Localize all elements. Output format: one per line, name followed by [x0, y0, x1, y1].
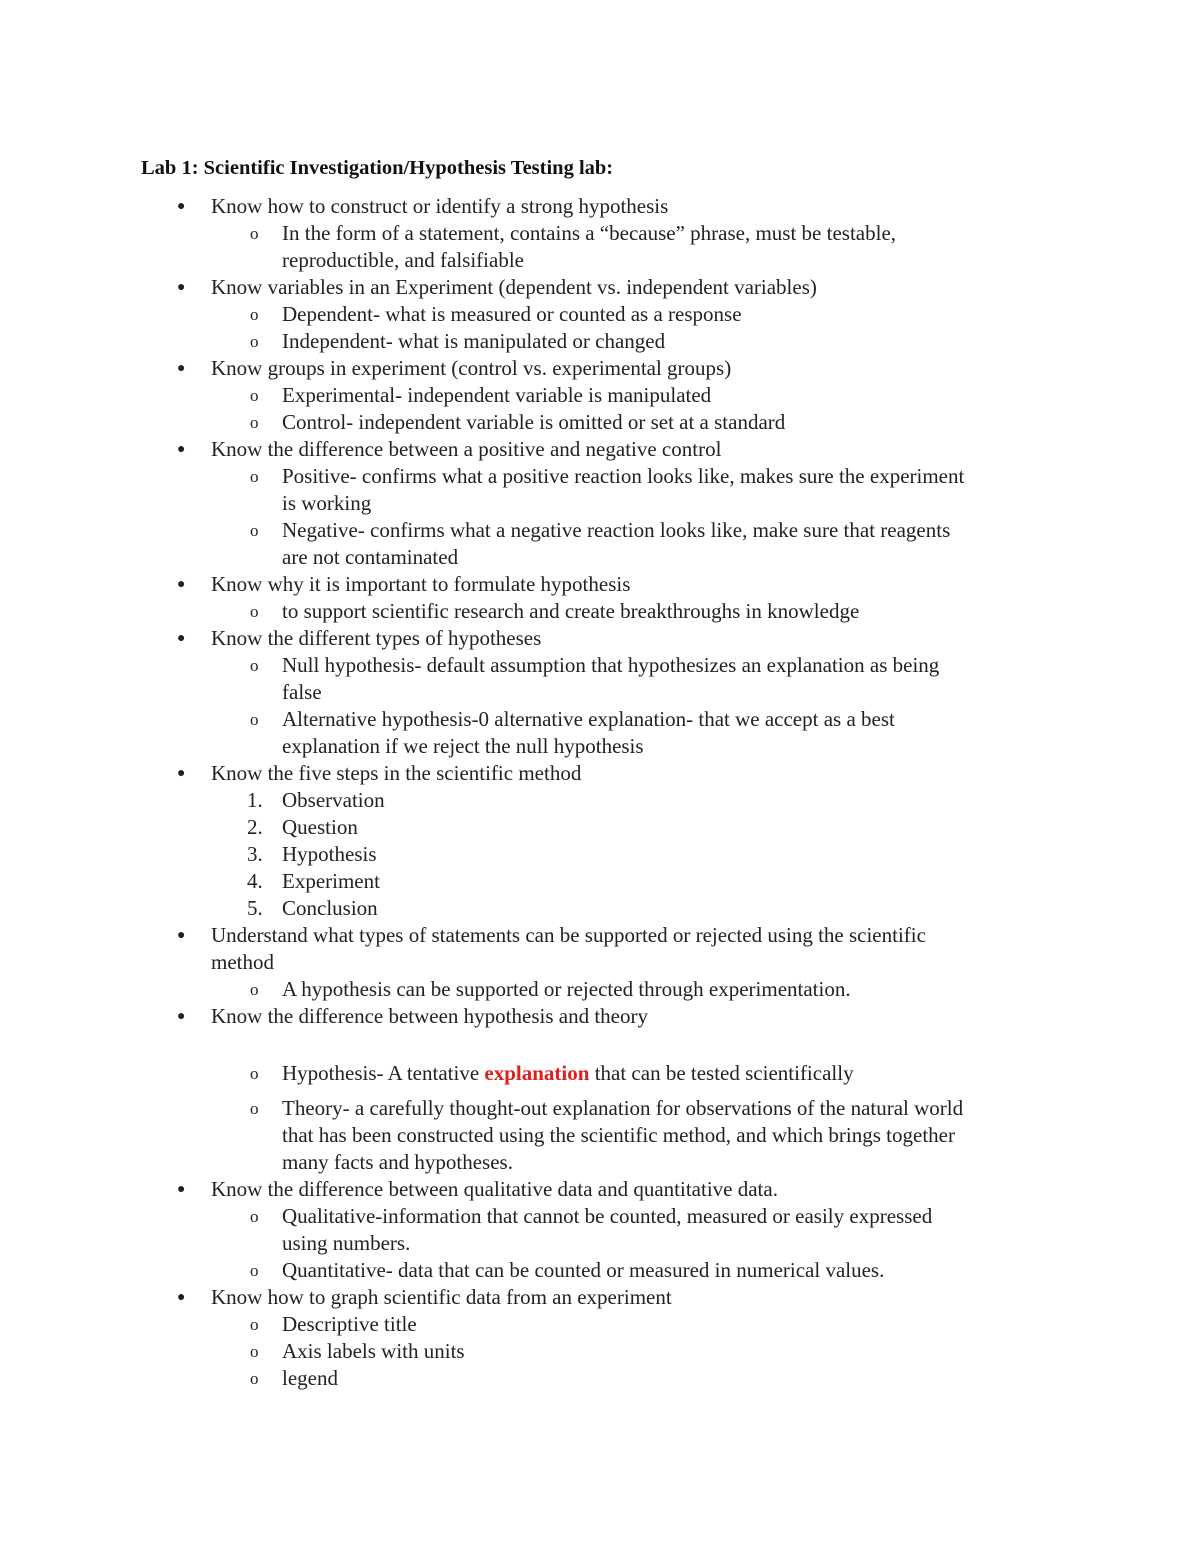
sub-list-item [0, 517, 1200, 571]
sub-bullet-icon: o [250, 332, 259, 351]
sub-item-text: Quantitative- data that can be counted or measured in numerical values. [282, 1258, 885, 1282]
sub-item-text: Null hypothesis- default assumption that hypothesizes an explanation as being [282, 653, 940, 677]
list-item [0, 571, 1200, 598]
list-item [0, 760, 1200, 787]
sub-item-text-continued: is working [282, 491, 372, 515]
bullet-icon: ● [177, 1290, 186, 1305]
sub-bullet-icon: o [250, 521, 259, 540]
bullet-icon: ● [177, 1009, 186, 1024]
step-number: 5. [247, 896, 263, 920]
step-number: 3. [247, 842, 263, 866]
spacer [0, 1087, 1200, 1095]
sub-bullet-icon: o [250, 224, 259, 243]
step-text: Experiment [282, 869, 380, 893]
bullet-icon: ● [177, 199, 186, 214]
sub-bullet-icon: o [250, 656, 259, 675]
sub-item-text-continued: explanation if we reject the null hypothesis [282, 734, 644, 758]
list-item-text: Understand what types of statements can be supported or rejected using the scientific [211, 923, 926, 947]
list-item-text: Know groups in experiment (control vs. experimental groups) [211, 356, 732, 380]
step-text: Hypothesis [282, 842, 377, 866]
step-number: 1. [247, 788, 263, 812]
sub-list-item [0, 1257, 1200, 1284]
bullet-icon: ● [177, 577, 186, 592]
sub-item-text: Descriptive title [282, 1312, 417, 1336]
list-item-text: Know why it is important to formulate hypothesis [211, 572, 631, 596]
bullet-icon: ● [177, 280, 186, 295]
list-item-text: Know the difference between qualitative data and quantitative data. [211, 1177, 778, 1201]
sub-item-text-continued: reproductible, and falsifiable [282, 248, 524, 272]
sub-list-item [0, 1060, 1200, 1087]
sub-item-text: to support scientific research and create breakthroughs in knowledge [282, 599, 860, 623]
sub-bullet-icon: o [250, 386, 259, 405]
sub-list-item [0, 652, 1200, 706]
sub-item-text [282, 1060, 1200, 1087]
list-item [0, 1176, 1200, 1203]
numbered-step [0, 841, 1200, 868]
sub-item-text: Theory- a carefully thought-out explanation for observations of the natural world [282, 1096, 964, 1120]
bullet-icon: ● [177, 928, 186, 943]
list-item [0, 1284, 1200, 1311]
sub-item-text: Dependent- what is measured or counted as a response [282, 302, 742, 326]
numbered-step [0, 787, 1200, 814]
sub-item-text: Independent- what is manipulated or changed [282, 329, 666, 353]
sub-list-item [0, 976, 1200, 1003]
sub-list-item [0, 1338, 1200, 1365]
list-item-text: Know variables in an Experiment (dependent vs. independent variables) [211, 275, 817, 299]
step-text: Conclusion [282, 896, 378, 920]
sub-bullet-icon: o [250, 1369, 259, 1388]
list-item [0, 274, 1200, 301]
sub-item-text-continued: false [282, 680, 322, 704]
page-title: Lab 1: Scientific Investigation/Hypothesis Testing lab: [141, 157, 614, 179]
sub-list-item [0, 382, 1200, 409]
list-item-text: Know the difference between hypothesis and theory [211, 1004, 648, 1028]
sub-list-item [0, 328, 1200, 355]
sub-item-text: Qualitative-information that cannot be counted, measured or easily expressed [282, 1204, 933, 1228]
sub-list-item [0, 1095, 1200, 1176]
sub-list-item [0, 1365, 1200, 1392]
sub-item-text-continued: are not contaminated [282, 545, 459, 569]
list-item-text: Know the five steps in the scientific method [211, 761, 582, 785]
sub-item-text: Positive- confirms what a positive reaction looks like, makes sure the experiment [282, 464, 965, 488]
list-item [0, 436, 1200, 463]
sub-bullet-icon: o [250, 602, 259, 621]
sub-list-item [0, 220, 1200, 274]
sub-item-text-continued: using numbers. [282, 1231, 411, 1255]
bullet-icon: ● [177, 766, 186, 781]
sub-list-item [0, 1311, 1200, 1338]
bullet-icon: ● [177, 1182, 186, 1197]
list-item [0, 193, 1200, 220]
sub-item-text: legend [282, 1366, 338, 1390]
hypothesis-text-start: Hypothesis- A tentative [282, 1061, 485, 1085]
sub-bullet-icon: o [250, 1099, 259, 1118]
bullet-icon: ● [177, 631, 186, 646]
blank-line [0, 1030, 1200, 1060]
sub-list-item [0, 598, 1200, 625]
sub-item-text: Experimental- independent variable is manipulated [282, 383, 712, 407]
step-number: 4. [247, 869, 263, 893]
step-text: Observation [282, 788, 385, 812]
sub-item-text: In the form of a statement, contains a “because” phrase, must be testable, [282, 221, 897, 245]
step-text: Question [282, 815, 358, 839]
highlighted-word: explanation [484, 1061, 590, 1085]
list-item-text: Know how to graph scientific data from an experiment [211, 1285, 672, 1309]
numbered-step [0, 868, 1200, 895]
sub-bullet-icon: o [250, 980, 259, 999]
sub-list-item [0, 1203, 1200, 1257]
list-item-text: Know how to construct or identify a strong hypothesis [211, 194, 669, 218]
list-item [0, 922, 1200, 976]
sub-list-item [0, 301, 1200, 328]
sub-bullet-icon: o [250, 305, 259, 324]
notes-list [0, 193, 1200, 1392]
sub-bullet-icon: o [250, 1207, 259, 1226]
list-item-text: Know the different types of hypotheses [211, 626, 542, 650]
sub-list-item [0, 463, 1200, 517]
sub-bullet-icon: o [250, 413, 259, 432]
sub-item-text-continued: that has been constructed using the scientific method, and which brings together [282, 1123, 955, 1147]
numbered-step [0, 895, 1200, 922]
sub-bullet-icon: o [250, 1064, 259, 1083]
sub-item-text: Alternative hypothesis-0 alternative explanation- that we accept as a best [282, 707, 895, 731]
sub-bullet-icon: o [250, 710, 259, 729]
list-item-text: Know the difference between a positive and negative control [211, 437, 722, 461]
sub-item-text: Axis labels with units [282, 1339, 465, 1363]
sub-bullet-icon: o [250, 1342, 259, 1361]
hypothesis-text-end: that can be tested scientifically [589, 1061, 854, 1085]
list-item [0, 355, 1200, 382]
bullet-icon: ● [177, 442, 186, 457]
sub-item-text: Negative- confirms what a negative reaction looks like, make sure that reagents [282, 518, 951, 542]
sub-list-item [0, 409, 1200, 436]
bullet-icon: ● [177, 361, 186, 376]
sub-bullet-icon: o [250, 1315, 259, 1334]
list-item-text-continued: method [211, 950, 274, 974]
sub-bullet-icon: o [250, 467, 259, 486]
sub-list-item [0, 706, 1200, 760]
sub-item-text: Control- independent variable is omitted or set at a standard [282, 410, 786, 434]
numbered-step [0, 814, 1200, 841]
list-item [0, 1003, 1200, 1030]
step-number: 2. [247, 815, 263, 839]
list-item [0, 625, 1200, 652]
sub-item-text-continued: many facts and hypotheses. [282, 1150, 513, 1174]
sub-bullet-icon: o [250, 1261, 259, 1280]
sub-item-text: A hypothesis can be supported or rejected through experimentation. [282, 977, 851, 1001]
